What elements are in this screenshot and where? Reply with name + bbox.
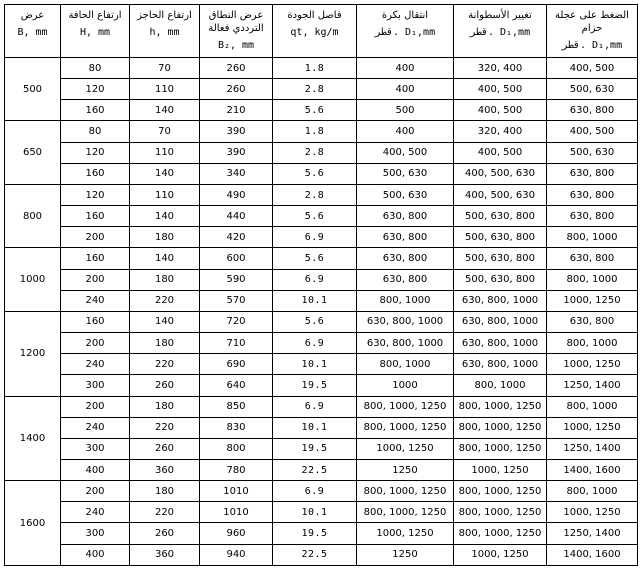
table-cell: 630, 800 [547, 184, 638, 205]
table-cell: 1000, 1250 [547, 354, 638, 375]
table-cell: 1010 [200, 481, 273, 502]
table-cell: 5.6 [273, 100, 357, 121]
table-cell: 720 [200, 311, 273, 332]
table-cell: 400, 500 [547, 121, 638, 142]
table-cell: 500 [357, 100, 454, 121]
table-cell: 710 [200, 333, 273, 354]
table-cell: 220 [130, 502, 200, 523]
table-cell: 800, 1000, 1250 [454, 523, 547, 544]
table-cell: 1400, 1600 [547, 459, 638, 480]
table-cell: 400, 500 [547, 58, 638, 79]
belt-width-cell: 650 [5, 121, 61, 184]
table-cell: 800, 1000 [454, 375, 547, 396]
column-header-unit: h, mm [149, 27, 180, 38]
table-row [5, 290, 638, 311]
table-cell: 19.5 [273, 375, 357, 396]
table-row [5, 417, 638, 438]
table-cell: 240 [61, 417, 130, 438]
table-cell: 640 [200, 375, 273, 396]
column-header-6 [454, 5, 547, 58]
table-cell: 300 [61, 438, 130, 459]
table-cell: 400 [357, 58, 454, 79]
table-row [5, 523, 638, 544]
column-header-unit: قطر. D₁,mm [469, 27, 531, 38]
table-cell: 850 [200, 396, 273, 417]
table-row [5, 248, 638, 269]
belt-width-cell: 1000 [5, 248, 61, 311]
table-cell: 160 [61, 206, 130, 227]
table-cell: 400 [357, 121, 454, 142]
column-header-7 [547, 5, 638, 58]
belt-width-cell: 500 [5, 58, 61, 121]
table-cell: 360 [130, 459, 200, 480]
table-cell: 400, 500 [454, 79, 547, 100]
column-header-1 [61, 5, 130, 58]
table-cell: 400 [61, 544, 130, 565]
column-header-0 [5, 5, 61, 58]
table-cell: 800, 1000, 1250 [357, 396, 454, 417]
table-cell: 420 [200, 227, 273, 248]
table-cell: 1.8 [273, 121, 357, 142]
table-cell: 490 [200, 184, 273, 205]
table-cell: 260 [130, 523, 200, 544]
table-cell: 800, 1000, 1250 [454, 481, 547, 502]
table-cell: 260 [200, 58, 273, 79]
table-cell: 360 [130, 544, 200, 565]
table-cell: 10.1 [273, 502, 357, 523]
column-header-arabic: عرض [20, 10, 45, 21]
table-cell: 830 [200, 417, 273, 438]
table-cell: 240 [61, 354, 130, 375]
table-cell: 200 [61, 227, 130, 248]
table-cell: 500, 630, 800 [454, 248, 547, 269]
table-cell: 5.6 [273, 163, 357, 184]
table-cell: 1000 [357, 375, 454, 396]
table-cell: 5.6 [273, 206, 357, 227]
table-cell: 500, 630, 800 [454, 227, 547, 248]
table-cell: 320, 400 [454, 58, 547, 79]
table-cell: 690 [200, 354, 273, 375]
table-cell: 140 [130, 163, 200, 184]
table-cell: 10.1 [273, 290, 357, 311]
column-header-arabic: تغيير الأسطوانة [468, 10, 532, 21]
column-header-arabic: انتقال بكرة [381, 10, 429, 21]
table-cell: 300 [61, 375, 130, 396]
table-cell: 800, 1000, 1250 [357, 481, 454, 502]
table-cell: 800, 1000, 1250 [454, 417, 547, 438]
table-cell: 500, 630, 800 [454, 206, 547, 227]
table-cell: 1250 [357, 459, 454, 480]
table-cell: 1.8 [273, 58, 357, 79]
table-cell: 6.9 [273, 269, 357, 290]
table-row [5, 354, 638, 375]
column-header-4 [273, 5, 357, 58]
table-cell: 22.5 [273, 544, 357, 565]
column-header-arabic: ارتفاع الحاجز [137, 10, 192, 21]
table-row [5, 481, 638, 502]
table-cell: 400, 500 [454, 100, 547, 121]
table-cell: 6.9 [273, 481, 357, 502]
table-cell: 2.8 [273, 142, 357, 163]
table-row [5, 142, 638, 163]
table-cell: 1250, 1400 [547, 438, 638, 459]
table-cell: 180 [130, 396, 200, 417]
table-cell: 630, 800, 1000 [357, 311, 454, 332]
table-cell: 10.1 [273, 354, 357, 375]
table-cell: 800 [200, 438, 273, 459]
table-cell: 630, 800 [357, 227, 454, 248]
table-cell: 160 [61, 248, 130, 269]
table-cell: 1000, 1250 [357, 523, 454, 544]
table-row [5, 269, 638, 290]
table-cell: 400 [357, 79, 454, 100]
table-cell: 1000, 1250 [454, 459, 547, 480]
table-cell: 80 [61, 58, 130, 79]
table-cell: 80 [61, 121, 130, 142]
table-cell: 5.6 [273, 248, 357, 269]
table-row [5, 121, 638, 142]
table-cell: 440 [200, 206, 273, 227]
table-cell: 180 [130, 269, 200, 290]
table-cell: 800, 1000 [547, 333, 638, 354]
column-header-arabic: الضغط على عجلة حزام [555, 10, 629, 34]
table-cell: 630, 800 [547, 163, 638, 184]
table-cell: 2.8 [273, 184, 357, 205]
table-cell: 630, 800 [547, 311, 638, 332]
table-cell: 400, 500, 630 [454, 163, 547, 184]
table-cell: 110 [130, 79, 200, 100]
table-cell: 570 [200, 290, 273, 311]
belt-width-cell: 1600 [5, 481, 61, 566]
table-cell: 200 [61, 269, 130, 290]
column-header-arabic: ارتفاع الحافة [68, 10, 122, 21]
table-cell: 140 [130, 100, 200, 121]
table-cell: 6.9 [273, 227, 357, 248]
column-header-5 [357, 5, 454, 58]
table-cell: 320, 400 [454, 121, 547, 142]
column-header-arabic: عرض النطاق الترددي فعالة [208, 10, 264, 34]
table-cell: 940 [200, 544, 273, 565]
table-cell: 180 [130, 333, 200, 354]
table-cell: 120 [61, 142, 130, 163]
table-cell: 400, 500 [454, 142, 547, 163]
table-cell: 400 [61, 459, 130, 480]
table-cell: 800, 1000, 1250 [454, 396, 547, 417]
table-cell: 1000, 1250 [454, 544, 547, 565]
column-header-unit: B, mm [17, 27, 48, 38]
table-cell: 2.8 [273, 79, 357, 100]
column-header-2 [130, 5, 200, 58]
table-row [5, 79, 638, 100]
table-cell: 180 [130, 227, 200, 248]
table-cell: 1000, 1250 [547, 417, 638, 438]
table-cell: 220 [130, 417, 200, 438]
belt-width-cell: 1200 [5, 311, 61, 396]
table-cell: 780 [200, 459, 273, 480]
table-cell: 340 [200, 163, 273, 184]
table-row [5, 333, 638, 354]
table-row [5, 100, 638, 121]
table-cell: 600 [200, 248, 273, 269]
table-cell: 800, 1000 [547, 481, 638, 502]
table-cell: 70 [130, 58, 200, 79]
table-cell: 630, 800, 1000 [454, 333, 547, 354]
table-cell: 140 [130, 311, 200, 332]
column-header-3 [200, 5, 273, 58]
table-row [5, 206, 638, 227]
table-cell: 140 [130, 248, 200, 269]
table-cell: 630, 800 [357, 248, 454, 269]
table-cell: 160 [61, 311, 130, 332]
table-cell: 260 [130, 438, 200, 459]
table-cell: 160 [61, 100, 130, 121]
table-cell: 800, 1000 [547, 269, 638, 290]
table-cell: 1250 [357, 544, 454, 565]
column-header-unit: H, mm [79, 27, 111, 38]
table-cell: 260 [200, 79, 273, 100]
table-row [5, 502, 638, 523]
table-cell: 5.6 [273, 311, 357, 332]
table-cell: 800, 1000 [547, 396, 638, 417]
table-cell: 800, 1000, 1250 [454, 502, 547, 523]
table-cell: 220 [130, 290, 200, 311]
table-cell: 630, 800, 1000 [357, 333, 454, 354]
table-cell: 19.5 [273, 523, 357, 544]
conveyor-spec-table [4, 4, 638, 566]
table-cell: 800, 1000, 1250 [357, 417, 454, 438]
table-cell: 800, 1000, 1250 [357, 502, 454, 523]
table-cell: 630, 800 [357, 269, 454, 290]
table-cell: 400, 500 [357, 142, 454, 163]
column-header-unit: B₂, mm [217, 40, 255, 51]
table-cell: 300 [61, 523, 130, 544]
table-cell: 120 [61, 79, 130, 100]
table-cell: 1000, 1250 [547, 290, 638, 311]
table-cell: 500, 630 [357, 163, 454, 184]
table-row [5, 311, 638, 332]
table-cell: 260 [130, 375, 200, 396]
header-row [5, 5, 638, 58]
table-cell: 1010 [200, 502, 273, 523]
table-cell: 110 [130, 184, 200, 205]
table-cell: 6.9 [273, 396, 357, 417]
table-row [5, 459, 638, 480]
table-cell: 1400, 1600 [547, 544, 638, 565]
table-cell: 630, 800, 1000 [454, 354, 547, 375]
table-cell: 22.5 [273, 459, 357, 480]
table-row [5, 438, 638, 459]
table-cell: 1000, 1250 [547, 502, 638, 523]
table-cell: 1250, 1400 [547, 523, 638, 544]
table-cell: 70 [130, 121, 200, 142]
table-cell: 630, 800 [547, 100, 638, 121]
table-cell: 160 [61, 163, 130, 184]
table-row [5, 184, 638, 205]
table-cell: 630, 800, 1000 [454, 290, 547, 311]
table-cell: 110 [130, 142, 200, 163]
table-cell: 500, 630 [547, 79, 638, 100]
column-header-arabic: فاصل الجودة [287, 10, 342, 21]
table-cell: 240 [61, 502, 130, 523]
table-body [5, 58, 638, 566]
table-cell: 210 [200, 100, 273, 121]
table-cell: 630, 800, 1000 [454, 311, 547, 332]
belt-width-cell: 800 [5, 184, 61, 247]
column-header-unit: قطر. D₁,mm [561, 40, 623, 51]
table-cell: 500, 630, 800 [454, 269, 547, 290]
table-row [5, 58, 638, 79]
column-header-unit: قطر. D₁,mm [374, 27, 436, 38]
table-cell: 220 [130, 354, 200, 375]
table-cell: 630, 800 [547, 248, 638, 269]
table-cell: 630, 800 [547, 206, 638, 227]
table-cell: 19.5 [273, 438, 357, 459]
table-row [5, 396, 638, 417]
table-cell: 240 [61, 290, 130, 311]
table-cell: 800, 1000, 1250 [454, 438, 547, 459]
table-cell: 960 [200, 523, 273, 544]
table-row [5, 227, 638, 248]
table-cell: 500, 630 [547, 142, 638, 163]
table-cell: 6.9 [273, 333, 357, 354]
table-cell: 390 [200, 142, 273, 163]
table-cell: 390 [200, 121, 273, 142]
table-cell: 120 [61, 184, 130, 205]
table-cell: 1250, 1400 [547, 375, 638, 396]
table-cell: 590 [200, 269, 273, 290]
table-row [5, 163, 638, 184]
table-cell: 500, 630 [357, 184, 454, 205]
table-cell: 180 [130, 481, 200, 502]
table-cell: 10.1 [273, 417, 357, 438]
column-header-unit: qt, kg/m [290, 27, 339, 38]
table-cell: 630, 800 [357, 206, 454, 227]
table-cell: 800, 1000 [357, 290, 454, 311]
table-cell: 800, 1000 [357, 354, 454, 375]
table-row [5, 375, 638, 396]
belt-width-cell: 1400 [5, 396, 61, 481]
table-cell: 200 [61, 396, 130, 417]
table-cell: 200 [61, 481, 130, 502]
table-cell: 800, 1000 [547, 227, 638, 248]
table-cell: 200 [61, 333, 130, 354]
table-row [5, 544, 638, 565]
table-cell: 140 [130, 206, 200, 227]
table-cell: 1000, 1250 [357, 438, 454, 459]
table-cell: 400, 500, 630 [454, 184, 547, 205]
